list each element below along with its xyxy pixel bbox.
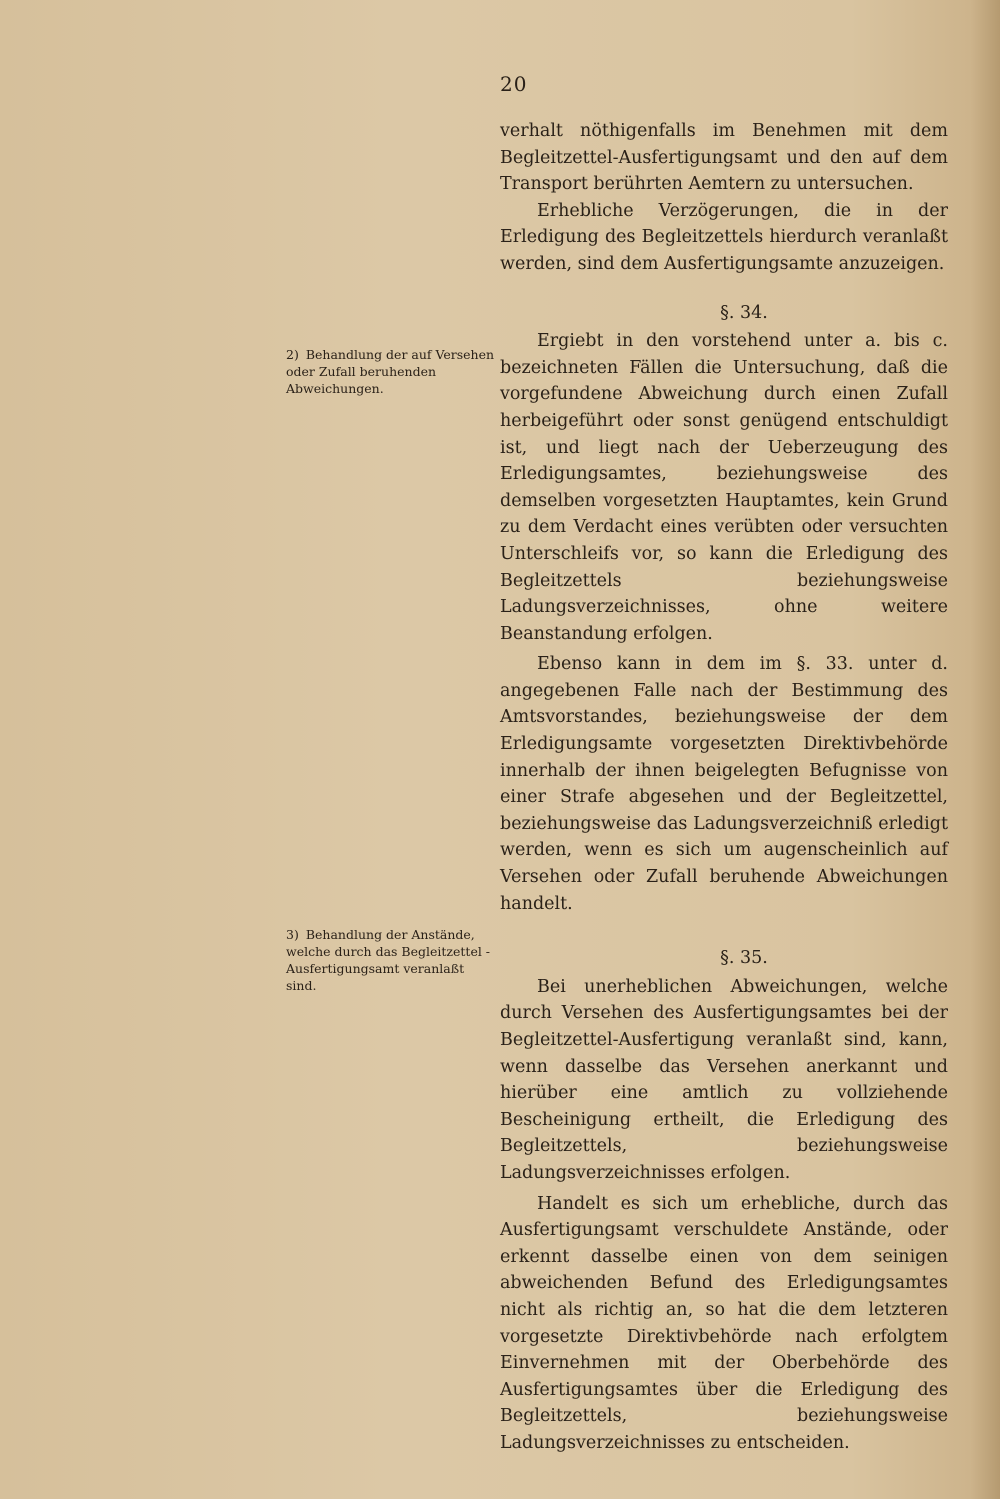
section-35-heading: §. 35. bbox=[720, 948, 768, 969]
paragraph-delays: Erhebliche Verzögerungen, die in der Erledigung des Begleitzettels hierdurch veranlaßt werden, sind dem Ausfertigungsamte anzuzeigen. bbox=[500, 200, 948, 274]
paragraph-35-1: Bei unerheblichen Abweichungen, welche durch Versehen des Ausfertigungsamtes bei der Begleitzettel-Ausfertigung veranlaßt sind, kann, wenn dasselbe das Versehen anerkannt und hierüber eine amtlich zu vollziehende Bescheinigung ertheilt, die Erledigung des Begleitzettels, beziehungsweise Ladungsverzeichnisses erfolgen. bbox=[500, 976, 948, 1183]
main-text-column bbox=[500, 118, 948, 1457]
margin-note-3 bbox=[286, 926, 496, 994]
paragraph-34-2: Ebenso kann in dem im §. 33. unter d. angegebenen Falle nach der Bestimmung des Amtsvorstandes, beziehungsweise der dem Erledigungsamte vorgesetzten Direktivbehörde innerhalb der ihnen beigelegten Befugnisse von einer Strafe abgesehen und der Begleitzettel, beziehungsweise das Ladungsverzeichniß erledigt werden, wenn es sich um augenscheinlich auf Versehen oder Zufall beruhende Abweichungen handelt. bbox=[500, 654, 948, 914]
margin-note-text: Behandlung der auf Versehen oder Zufall beruhenden Abweichungen. bbox=[286, 347, 495, 396]
section-34-heading: §. 34. bbox=[720, 302, 768, 323]
margin-note-number: 2) bbox=[286, 347, 299, 362]
paragraph-35-2: Handelt es sich um erhebliche, durch das Ausfertigungsamt verschuldete Anstände, oder erkennt dasselbe einen von dem seinigen abweichenden Befund des Erledigungsamtes nicht als richtig an, so hat die dem letzteren vorgesetzte Direktivbehörde nach erfolgtem Einvernehmen mit der Oberbehörde des Ausfertigungsamtes über die Erledigung des Begleitzettels, beziehungsweise Ladungsverzeichnisses zu entscheiden. bbox=[500, 1193, 948, 1453]
margin-note-number: 3) bbox=[286, 927, 299, 942]
page-number: 20 bbox=[500, 72, 528, 96]
margin-note-text: Behandlung der Anstände, welche durch das Begleitzettel - Ausfertigungsamt veranlaßt sind. bbox=[286, 927, 491, 993]
paragraph-continuation: verhalt nöthigenfalls im Benehmen mit dem Begleitzettel-Ausfertigungsamt und den auf dem Transport berührten Aemtern zu untersuchen. bbox=[500, 121, 948, 195]
paragraph-34-1: Ergiebt in den vorstehend unter a. bis c. bezeichneten Fällen die Untersuchung, daß die vorgefundene Abweichung durch einen Zufall herbeigeführt oder sonst genügend entschuldigt ist, und liegt nach der Ueberzeugung des Erledigungsamtes, beziehungsweise des demselben vorgesetzten Hauptamtes, kein Grund zu dem Verdacht eines verübten oder versuchten Unterschleifs vor, so kann die Erledigung des Begleitzettels beziehungsweise Ladungsverzeichnisses, ohne weitere Beanstandung erfolgen. bbox=[500, 331, 948, 644]
margin-note-2 bbox=[286, 346, 496, 397]
